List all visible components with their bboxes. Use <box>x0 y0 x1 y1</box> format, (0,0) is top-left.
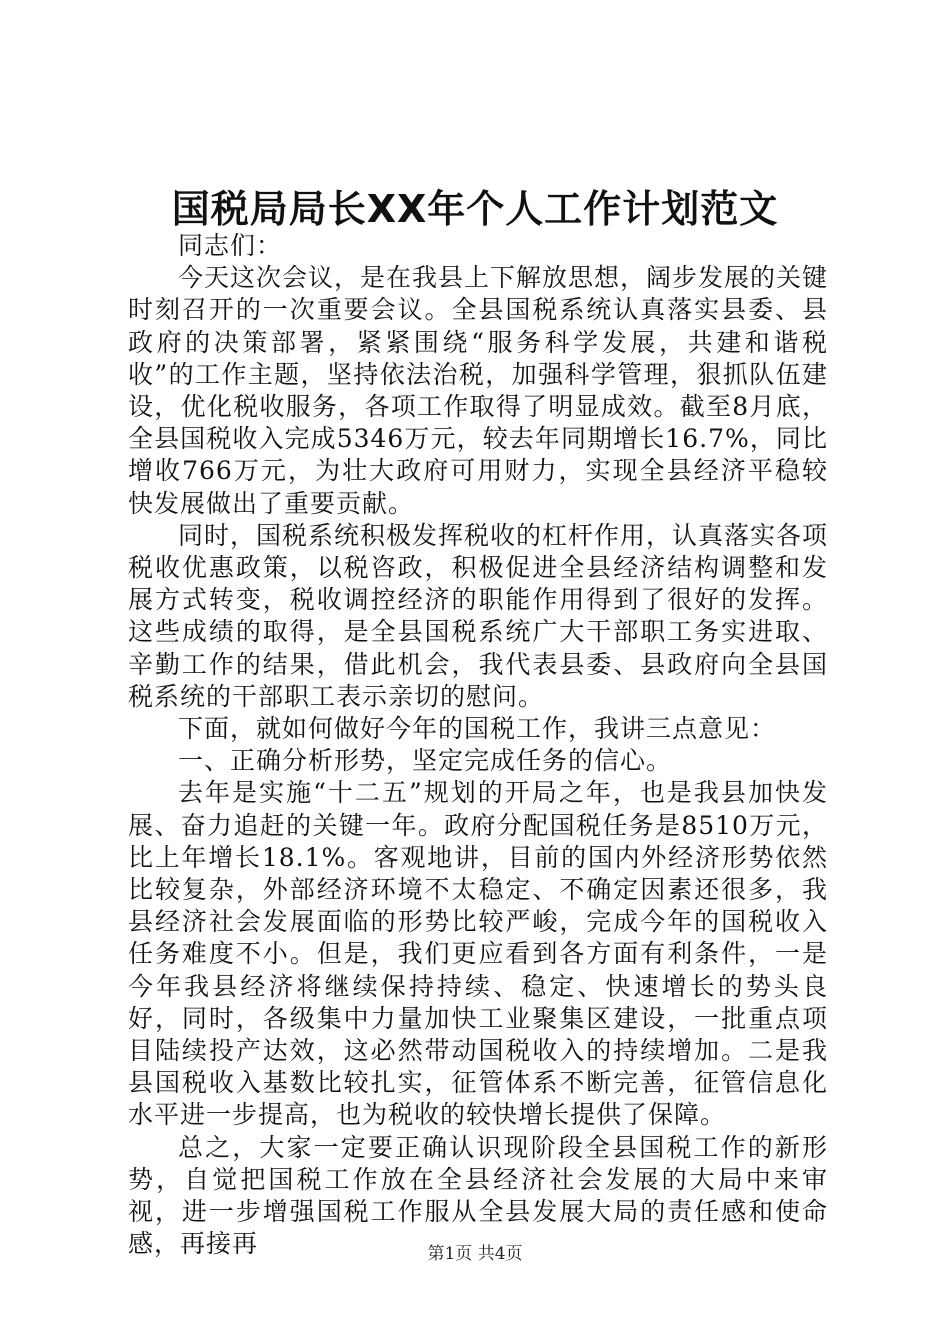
page-number-footer: 第1页 共4页 <box>427 1244 523 1264</box>
paragraph-3: 下面，就如何做好今年的国税工作，我讲三点意见： <box>178 714 777 744</box>
paragraph-2: 同时，国税系统积极发挥税收的杠杆作用，认真落实各项税收优惠政策，以税咨政，积极促进全县经济结构调整和发展方式转变，税收调控经济的职能作用得到了很好的发挥。这些成绩的取得，是全县国税系统广大干部职工务实进取、辛勤工作的结果，借此机会，我代表县委、县政府向全县国税系统的干部职工表示亲切的慰问。 <box>128 520 829 711</box>
paragraph-5: 总之，大家一定要正确认识现阶段全县国税工作的新形势，自觉把国税工作放在全县经济社会发展的大局中来审视，进一步增强国税工作服从全县发展大局的责任感和使命感，再接再 <box>128 1132 828 1259</box>
paragraph-salutation: 同志们： <box>178 231 283 260</box>
paragraph-4: 去年是实施“十二五”规划的开局之年，也是我县加快发展、奋力追赶的关键一年。政府分配国税任务是8510万元，比上年增长18.1%。客观地讲，目前的国内外经济形势依然比较复杂，外部经济环境不太稳定、不确定因素还很多，我县经济社会发展面临的形势比较严峻，完成今年的国税收入任务难度不小。但是，我们更应看到各方面有利条件，一是今年我县经济将继续保持持续、稳定、快速增长的势头良好，同时，各级集中力量加快工业聚集区建设，一批重点项目陆续投产达效，这必然带动国税收入的持续增加。二是我县国税收入基数比较扎实，征管体系不断完善，征管信息化水平进一步提高，也为税收的较快增长提供了保障。 <box>128 778 828 1130</box>
paragraph-1: 今天这次会议，是在我县上下解放思想，阔步发展的关键时刻召开的一次重要会议。全县国税系统认真落实县委、县政府的决策部署，紧紧围绕“服务科学发展，共建和谐税收”的工作主题，坚持依法治税，加强科学管理，狠抓队伍建设，优化税收服务，各项工作取得了明显成效。截至8月底，全县国税收入完成5346万元，较去年同期增长16.7%，同比增收766万元，为壮大政府可用财力，实现全县经济平稳较快发展做出了重要贡献。 <box>128 263 829 518</box>
document-title: 国税局局长XX年个人工作计划范文 <box>171 187 779 231</box>
document-body <box>128 230 828 1261</box>
section-heading-1: 一、正确分析形势，坚定完成任务的信心。 <box>178 746 673 776</box>
